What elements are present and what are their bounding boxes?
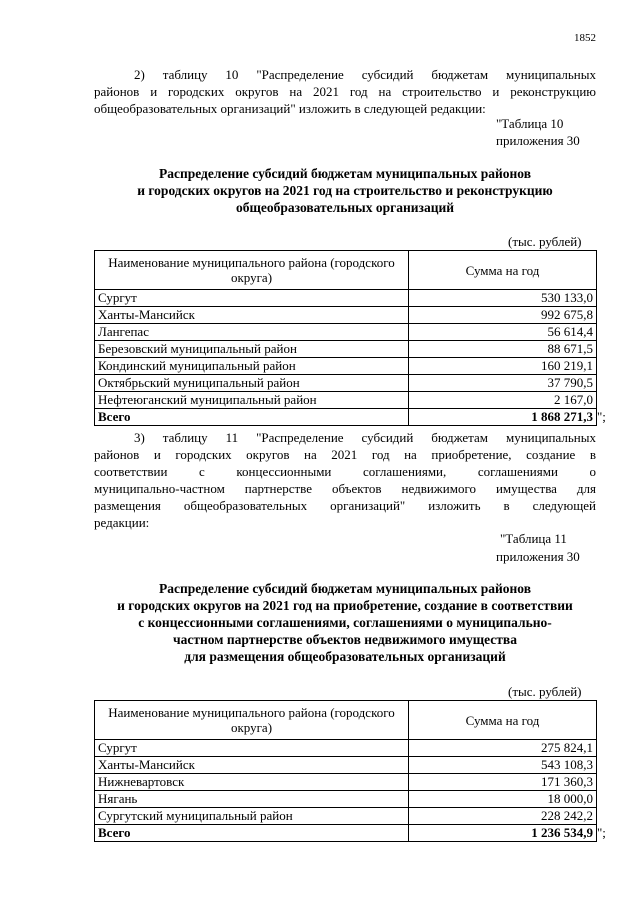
table-row: [95, 808, 597, 825]
paragraph-line: районов и городских округов на 2021 год на строительство и реконструкцию: [94, 84, 596, 99]
paragraph-line: 3) таблицу 11 "Распределение субсидий бюджетам муниципальных: [134, 430, 596, 445]
title-line: с концессионными соглашениями, соглашениями о муниципально-: [138, 615, 552, 630]
column-header-name: Наименование муниципального района (городского округа): [95, 251, 409, 290]
column-header-sum: Сумма на год: [409, 701, 597, 740]
row-value: 992 675,8: [409, 307, 597, 324]
table-row: [95, 757, 597, 774]
page-number: 1852: [574, 32, 596, 44]
paragraph-line: 2) таблицу 10 "Распределение субсидий бюджетам муниципальных: [134, 67, 596, 82]
table-10-unit: (тыс. рублей): [508, 234, 582, 249]
table-row: [95, 358, 597, 375]
table-row: [95, 307, 597, 324]
table-row: [95, 375, 597, 392]
title-line: Распределение субсидий бюджетам муниципальных районов: [158, 166, 532, 181]
table-header-row: [95, 701, 597, 740]
column-header-sum: Сумма на год: [409, 251, 597, 290]
table-10-title: [94, 165, 596, 216]
row-name: Нягань: [95, 791, 409, 808]
table-row: [95, 740, 597, 757]
table-10-label: "Таблица 10: [496, 116, 564, 131]
table-11-appendix-label: приложения 30: [496, 549, 580, 564]
table-10: [94, 250, 597, 426]
total-value: 1 868 271,3: [409, 409, 597, 426]
row-value: 160 219,1: [409, 358, 597, 375]
paragraph-line: размещения общеобразовательных организаций" изложить в следующей: [94, 498, 596, 513]
table-total-row: [95, 825, 597, 842]
total-label: Всего: [95, 825, 409, 842]
table-header-row: [95, 251, 597, 290]
row-name: Нефтеюганский муниципальный район: [95, 392, 409, 409]
row-name: Октябрьский муниципальный район: [95, 375, 409, 392]
row-value: 18 000,0: [409, 791, 597, 808]
title-line: частном партнерстве объектов недвижимого имущества: [173, 632, 517, 647]
paragraph-line: соответствии с концессионными соглашениями, соглашениями о: [94, 464, 596, 479]
row-name: Ханты-Мансийск: [95, 757, 409, 774]
paragraph-item-3: [94, 429, 596, 531]
row-name: Кондинский муниципальный район: [95, 358, 409, 375]
row-value: 543 108,3: [409, 757, 597, 774]
paragraph-item-2: [94, 66, 596, 117]
title-line: для размещения общеобразовательных организаций: [184, 649, 506, 664]
row-name: Сургутский муниципальный район: [95, 808, 409, 825]
table-10-closing-quote: ";: [597, 409, 606, 424]
table-row: [95, 392, 597, 409]
row-value: 56 614,4: [409, 324, 597, 341]
table-row: [95, 324, 597, 341]
column-header-name: Наименование муниципального района (городского округа): [95, 701, 409, 740]
total-label: Всего: [95, 409, 409, 426]
table-row: [95, 791, 597, 808]
row-value: 88 671,5: [409, 341, 597, 358]
row-value: 275 824,1: [409, 740, 597, 757]
row-name: Сургут: [95, 740, 409, 757]
table-11-title: [94, 580, 596, 665]
row-value: 37 790,5: [409, 375, 597, 392]
table-11-closing-quote: ";: [597, 825, 606, 840]
title-line: общеобразовательных организаций: [235, 200, 455, 215]
row-value: 228 242,2: [409, 808, 597, 825]
table-row: [95, 774, 597, 791]
paragraph-line: муниципально-частном партнерстве объектов недвижимого имущества для: [94, 481, 596, 496]
row-value: 2 167,0: [409, 392, 597, 409]
paragraph-line: редакции:: [94, 515, 150, 530]
title-line: и городских округов на 2021 год на строительство и реконструкцию: [137, 183, 553, 198]
row-name: Нижневартовск: [95, 774, 409, 791]
table-row: [95, 341, 597, 358]
table-11-unit: (тыс. рублей): [508, 684, 582, 699]
title-line: и городских округов на 2021 год на приобретение, создание в соответствии: [117, 598, 573, 613]
row-value: 530 133,0: [409, 290, 597, 307]
total-value: 1 236 534,9: [409, 825, 597, 842]
paragraph-line: общеобразовательных организаций" изложить в следующей редакции:: [94, 101, 486, 116]
row-value: 171 360,3: [409, 774, 597, 791]
row-name: Ханты-Мансийск: [95, 307, 409, 324]
title-line: Распределение субсидий бюджетам муниципальных районов: [158, 581, 532, 596]
paragraph-line: районов и городских округов на 2021 год на приобретение, создание в: [94, 447, 596, 462]
table-11-label: "Таблица 11: [500, 531, 567, 546]
table-row: [95, 290, 597, 307]
table-11: [94, 700, 597, 842]
row-name: Лангепас: [95, 324, 409, 341]
table-total-row: [95, 409, 597, 426]
row-name: Сургут: [95, 290, 409, 307]
row-name: Березовский муниципальный район: [95, 341, 409, 358]
table-10-appendix-label: приложения 30: [496, 133, 580, 148]
